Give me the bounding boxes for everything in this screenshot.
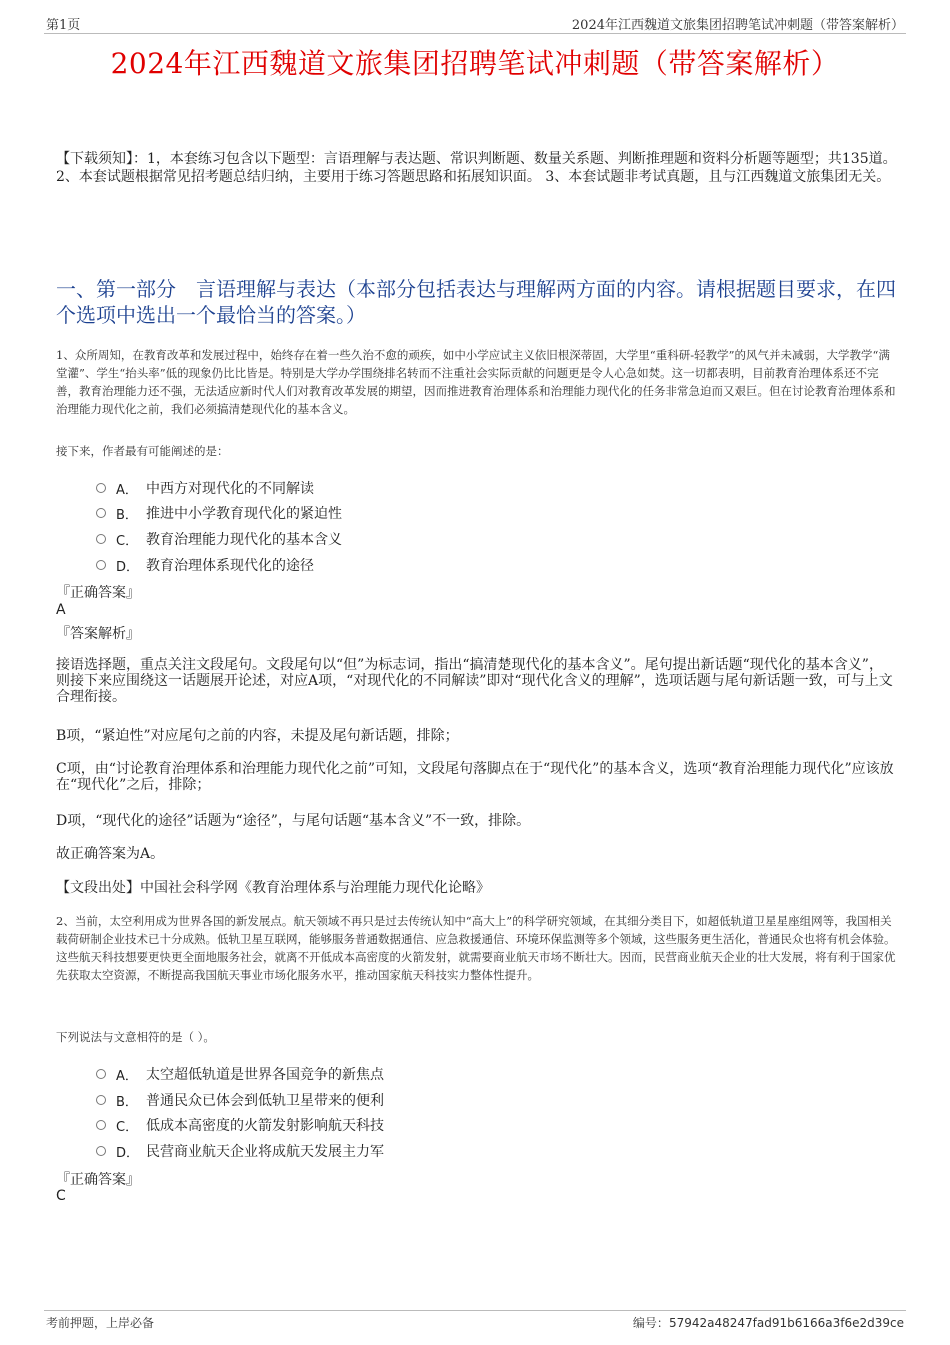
- question-1-answer: A: [56, 602, 66, 618]
- radio-icon[interactable]: [96, 1146, 106, 1156]
- question-2-option-a[interactable]: [96, 1064, 384, 1084]
- question-1-analysis-para: 接语选择题，重点关注文段尾句。文段尾句以“但”为标志词，指出“搞清楚现代化的基本含义”。尾句提出新话题“现代化的基本含义”，则接下来应围绕这一话题展开论述，对应A项，“对现代化的不同解读”即对“现代化含义的理解”，选项话题与尾句新话题一致，可与上文合理衔接。: [56, 657, 893, 705]
- question-2-answer: C: [56, 1188, 66, 1204]
- option-letter: D．: [116, 559, 140, 575]
- document-title: 2024年江西魏道文旅集团招聘笔试冲刺题（带答案解析）: [110, 47, 840, 80]
- footer-code-label: 编号：: [632, 1316, 669, 1330]
- footer-code: [633, 1314, 904, 1331]
- option-letter: B．: [116, 1094, 138, 1110]
- question-1-option-b[interactable]: [96, 503, 342, 523]
- question-1-answer-label: 『正确答案』: [56, 585, 140, 601]
- question-1-source: 【文段出处】中国社会科学网《教育治理体系与治理能力现代化论略》: [56, 880, 490, 896]
- radio-icon[interactable]: [96, 534, 106, 544]
- radio-icon[interactable]: [96, 483, 106, 493]
- option-letter: B．: [116, 507, 138, 523]
- option-letter: A．: [116, 1068, 138, 1084]
- question-2-passage: 2、当前，太空利用成为世界各国的新发展点。航天领域不再只是过去传统认知中“高大上”的科学研究领域，在其细分类目下，如超低轨道卫星星座组网等，我国相关载荷研制企业技术已十分成熟。低轨卫星互联网，能够服务普通数据通信、应急救援通信、环境环保监测等多个领域，这些服务更生活化，普通民众也将有机会体验。这些航天科技想要更快更全面地服务社会，就离不开低成本高密度的火箭发射，就需要商业航天市场不断壮大。因而，民营商业航天企业的壮大发展，将有利于国家优先获取太空资源，不断提高我国航天事业市场化服务水平，推动国家航天科技实力整体性提升。: [56, 914, 896, 982]
- footer-code-value: 57942a48247fad91b6166a3f6e2d39ce: [668, 1316, 904, 1330]
- question-1-analysis-para: B项，“紧迫性”对应尾句之前的内容，未提及尾句新话题，排除；: [56, 728, 459, 744]
- header-doc-title: 2024年江西魏道文旅集团招聘笔试冲刺题（带答案解析）: [571, 18, 904, 33]
- download-notice: 【下载须知】：1，本套练习包含以下题型：言语理解与表达题、常识判断题、数量关系题、判断推理题和资料分析题等题型；共135道。 2、本套试题根据常见招考题总结归纳，主要用于练习答题思路和拓展知识面。 3、本套试题非考试真题，且与江西魏道文旅集团无关。: [56, 151, 897, 185]
- question-1-analysis-para: D项，“现代化的途径”话题为“途径”，与尾句话题“基本含义”不一致，排除。: [56, 813, 531, 829]
- radio-icon[interactable]: [96, 560, 106, 570]
- option-text: 教育治理体系现代化的途径: [146, 558, 314, 574]
- question-1-analysis-para: 故正确答案为A。: [56, 846, 165, 862]
- question-2-option-b[interactable]: [96, 1090, 384, 1110]
- option-letter: A．: [116, 482, 138, 498]
- question-1-option-c[interactable]: [96, 529, 342, 549]
- option-letter: C．: [116, 1119, 139, 1135]
- section-heading: 一、第一部分 言语理解与表达（本部分包括表达与理解两方面的内容。请根据题目要求，在四个选项中选出一个最恰当的答案。）: [56, 277, 896, 327]
- question-2-option-d[interactable]: [96, 1141, 384, 1161]
- radio-icon[interactable]: [96, 1095, 106, 1105]
- question-2-option-c[interactable]: [96, 1115, 384, 1135]
- question-1-analysis-para: C项，由“讨论教育治理体系和治理能力现代化之前”可知，文段尾句落脚点在于“现代化”的基本含义，选项“教育治理能力现代化”应该放在“现代化”之后，排除；: [56, 761, 894, 793]
- option-text: 推进中小学教育现代化的紧迫性: [146, 506, 342, 522]
- question-1-analysis-label: 『答案解析』: [56, 626, 140, 642]
- option-letter: C．: [116, 533, 139, 549]
- header-divider: [44, 33, 906, 34]
- question-1-option-d[interactable]: [96, 555, 314, 575]
- option-text: 民营商业航天企业将成航天发展主力军: [146, 1144, 384, 1160]
- radio-icon[interactable]: [96, 1069, 106, 1079]
- option-text: 低成本高密度的火箭发射影响航天科技: [146, 1118, 384, 1134]
- option-text: 普通民众已体会到低轨卫星带来的便利: [146, 1093, 384, 1109]
- radio-icon[interactable]: [96, 508, 106, 518]
- page-number: 第1页: [46, 18, 81, 33]
- radio-icon[interactable]: [96, 1120, 106, 1130]
- option-text: 教育治理能力现代化的基本含义: [146, 532, 342, 548]
- question-2-answer-label: 『正确答案』: [56, 1172, 140, 1188]
- option-text: 中西方对现代化的不同解读: [146, 481, 314, 497]
- footer-slogan: 考前押题，上岸必备: [46, 1316, 155, 1330]
- question-2-prompt: 下列说法与文意相符的是（ ）。: [56, 1030, 215, 1044]
- footer-divider: [44, 1310, 906, 1311]
- option-text: 太空超低轨道是世界各国竞争的新焦点: [146, 1067, 384, 1083]
- question-1-option-a[interactable]: [96, 478, 314, 498]
- option-letter: D．: [116, 1145, 140, 1161]
- question-1-passage: 1、众所周知，在教育改革和发展过程中，始终存在着一些久治不愈的顽疾，如中小学应试主义依旧根深蒂固，大学里“重科研-轻教学”的风气并未减弱，大学教学“满堂灌”、学生“抬头率”低的现象仍比比皆是。特别是大学办学围绕排名转而不注重社会实际贡献的问题更是令人心急如焚。这一切都表明，目前教育治理体系还不完善，教育治理能力还不强，无法适应新时代人们对教育改革发展的期望，因而推进教育治理体系和治理能力现代化的任务非常急迫而又艰巨。但在讨论教育治理体系和治理能力现代化之前，我们必须搞清楚现代化的基本含义。: [56, 348, 896, 416]
- question-1-prompt: 接下来，作者最有可能阐述的是：: [56, 444, 229, 458]
